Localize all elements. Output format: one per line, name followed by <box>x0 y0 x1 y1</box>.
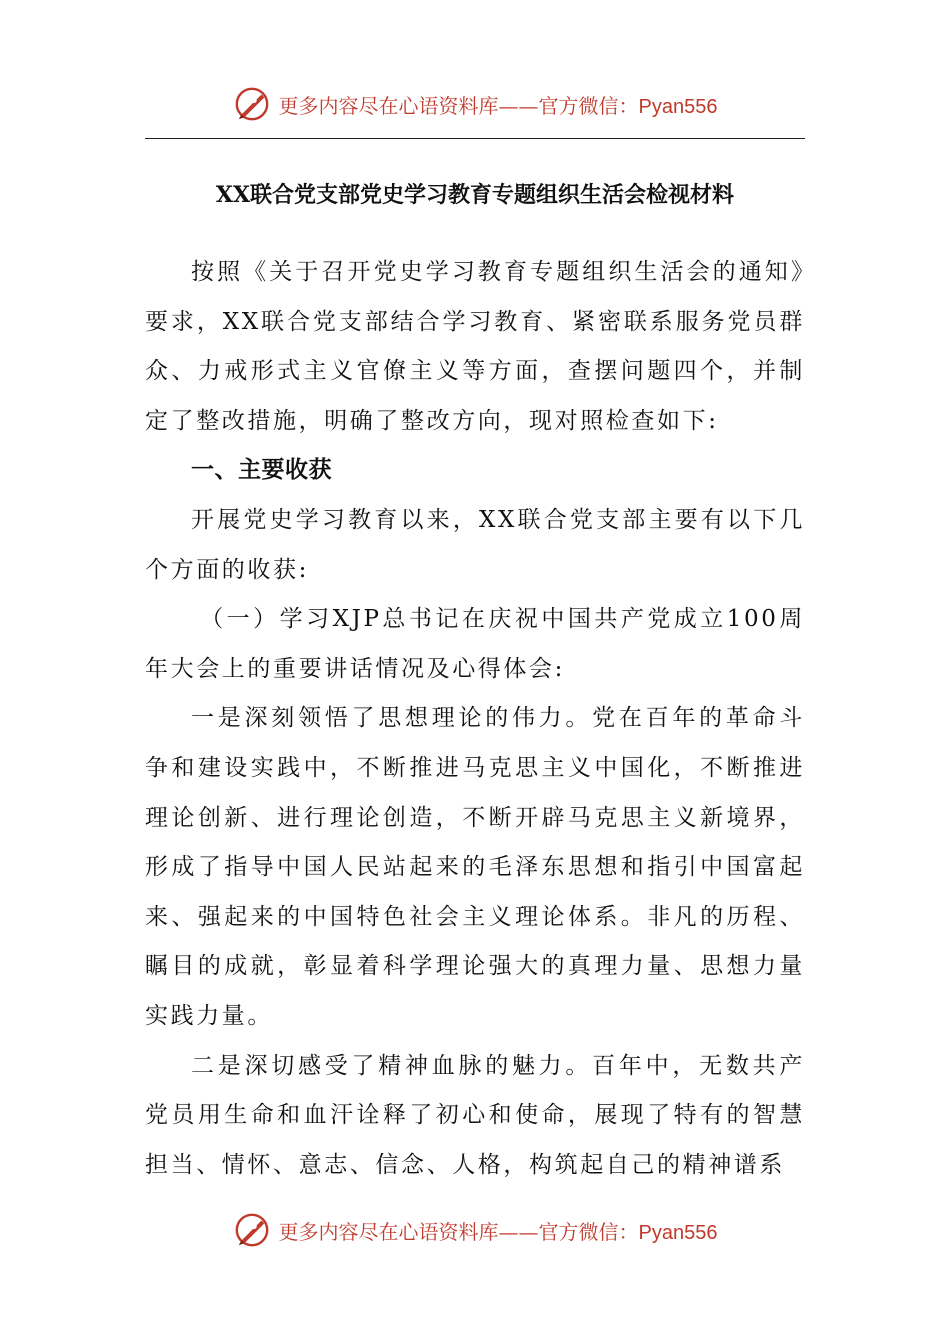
pen-logo-icon <box>233 1211 271 1249</box>
point-two-paragraph: 二是深切感受了精神血脉的魅力。百年中，无数共产党员用生命和血汗诠释了初心和使命，展现了特有的智慧担当、情怀、意志、信念、人格，构筑起自己的精神谱系 <box>145 1052 805 1178</box>
footer-site-text: 更多内容尽在心语资料库 <box>278 1219 499 1244</box>
header-separator: —— <box>498 93 539 118</box>
footer-separator: —— <box>498 1219 539 1244</box>
gains-intro-paragraph: 开展党史学习教育以来，XX联合党支部主要有以下几个方面的收获: <box>145 506 805 583</box>
intro-paragraph: 按照《关于召开党史学习教育专题组织生活会的通知》要求，XX联合党支部结合学习教育、紧密联系服务党员群众、力戒形式主义官僚主义等方面，查摆问题四个，并制定了整改措施，明确了整改方向，现对照检查如下: <box>145 259 805 434</box>
header-banner-text <box>279 90 718 119</box>
footer-banner-text <box>279 1216 718 1245</box>
document-title: XX联合党支部党史学习教育专题组织生活会检视材料 <box>215 182 735 208</box>
header-wechat-id: Pyan556 <box>638 95 718 118</box>
subsection-heading-1: （一）学习XJP总书记在庆祝中国共产党成立100周年大会上的重要讲话情况及心得体会: <box>145 606 805 682</box>
point-one-paragraph: 一是深刻领悟了思想理论的伟力。党在百年的革命斗争和建设实践中，不断推进马克思主义中国化，不断推进理论创新、进行理论创造，不断开辟马克思主义新境界，形成了指导中国人民站起来的毛泽东思想和指引中国富起来、强起来的中国特色社会主义理论体系。非凡的历程、瞩目的成就，彰显着科学理论强大的真理力量、思想力量实践力量。 <box>145 705 805 1029</box>
header-banner <box>0 84 950 124</box>
footer-wechat-label: 官方微信： <box>538 1219 639 1244</box>
header-site-text: 更多内容尽在心语资料库 <box>278 93 499 118</box>
header-divider <box>145 138 805 139</box>
pen-logo-icon <box>233 85 271 123</box>
footer-wechat-id: Pyan556 <box>638 1221 718 1244</box>
footer-banner <box>0 1210 950 1250</box>
document-body <box>145 248 805 1190</box>
header-wechat-label: 官方微信： <box>538 93 639 118</box>
section-heading-main-gains: 一、主要收获 <box>191 457 332 484</box>
